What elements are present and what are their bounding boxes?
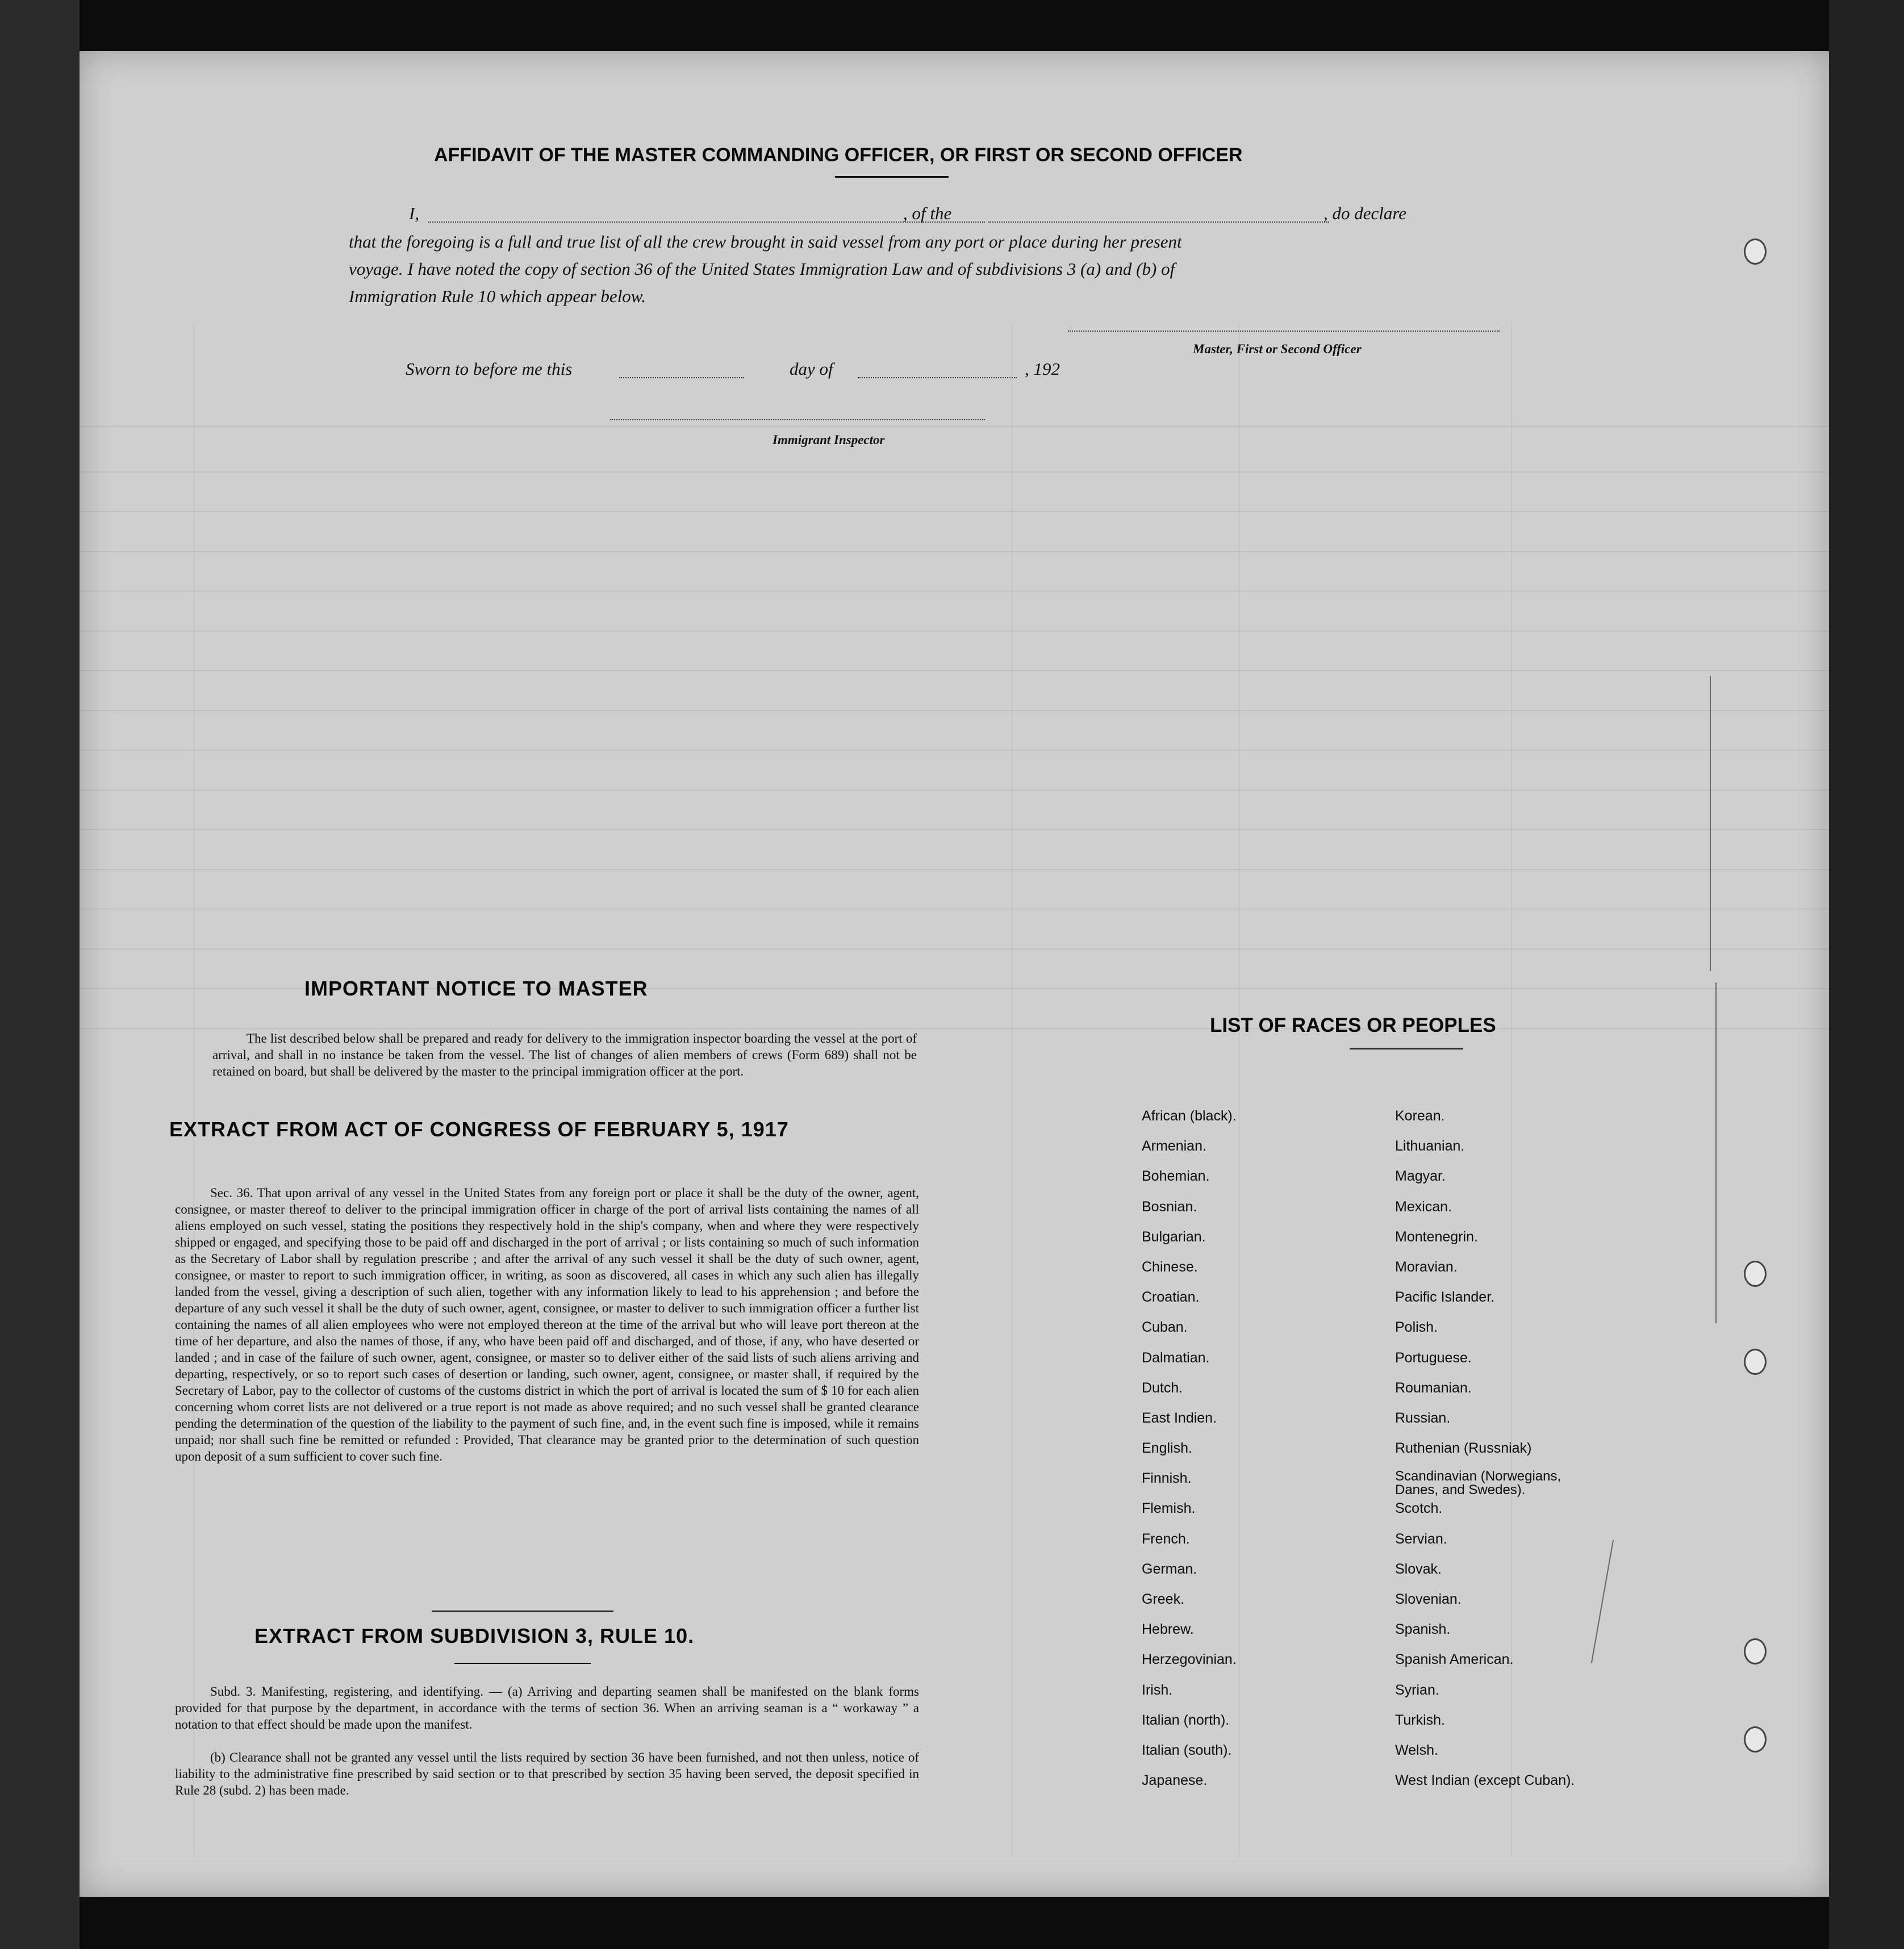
- signature-blank: [1068, 329, 1500, 332]
- extract-rule-text-b: (b) Clearance shall not be granted any vessel until the lists required by section 36 have been furnished, and not then unless, notice of liability to the administrative fine prescribed by said section or to that prescribed by section 35 having been served, the deposit specified in Rule 28 (subd. 2) has been made.: [175, 1750, 919, 1797]
- extract-rule-title: EXTRACT FROM SUBDIVISION 3, RULE 10.: [254, 1624, 695, 1647]
- name-blank: [428, 220, 985, 223]
- affidavit-of-the: , of the: [903, 203, 952, 223]
- race-item: Slovak.: [1395, 1561, 1442, 1577]
- race-item: Croatian.: [1142, 1289, 1200, 1306]
- punch-hole: [1744, 239, 1767, 265]
- sworn-year: , 192: [1025, 359, 1060, 379]
- inspector-blank: [610, 418, 985, 420]
- race-item: Japanese.: [1142, 1772, 1208, 1789]
- race-item: Magyar.: [1395, 1168, 1446, 1185]
- punch-hole: [1744, 1638, 1767, 1664]
- race-item: Bohemian.: [1142, 1168, 1210, 1185]
- race-item: African (black).: [1142, 1108, 1237, 1124]
- race-item: Scotch.: [1395, 1500, 1443, 1517]
- extract-act-text: Sec. 36. That upon arrival of any vessel in the United States from any foreign port or place it shall be the duty of the owner, agent, consignee, or master thereof to deliver to the principal immigration officer in charge of the port of arrival lists containing the names of all aliens employed on such vessel, stating the positions they respectively hold in the ship's company, when and where they were respectively shipped or engaged, and specifying those to be paid off and discharged in the port of arrival ; or lists containing so much of such information as the Secretary of Labor shall by regulation prescribe ; and after the arrival of any such vessel it shall be the duty of such owner, agent, consignee, or master to report to such immigration officer, in writing, as soon as discovered, all cases in which any such alien has illegally landed from the vessel, giving a description of such alien, together with any information likely to lead to his apprehension ; and before the departure of any such vessel it shall be the duty of such owner, agent, consignee, or master to deliver to such immigration officer a further list containing the names of all alien employees who were not employed thereon at the time of the arrival but who will leave port thereon at the time of her departure, and also the names of those, if any, who have been paid off and discharged, and of those, if any, who have deserted or landed ; and in case of the failure of such owner, agent, consignee, or master so to deliver either of the said lists of such aliens arriving and departing, respectively, or so to report such cases of desertion or landing, such owner, agent, consignee, or master shall, if required by the Secretary of Labor, pay to the collector of customs of the customs district in which the port of arrival is located the sum of $ 10 for each alien concerning whom corret lists are not delivered or a true report is not made as above required; and no such vessel shall be granted clearance pending the determination of the question of the liability to the payment of such fine, and, in the event such fine is imposed, while it remains unpaid; nor shall such fine be remitted or refunded : Provided, That clearance may be granted prior to the determination of such question upon deposit of a sum sufficient to cover such fine.: [175, 1186, 919, 1463]
- race-item: Korean.: [1395, 1108, 1445, 1124]
- signature-label: Master, First or Second Officer: [1193, 342, 1362, 356]
- sworn-day-blank: [619, 376, 744, 378]
- race-item: Flemish.: [1142, 1500, 1196, 1517]
- vessel-blank: [988, 220, 1329, 223]
- pencil-mark: [1710, 676, 1711, 971]
- punch-hole: [1744, 1261, 1767, 1287]
- notice-text: The list described below shall be prepared and ready for delivery to the immigration inspector boarding the vessel at the port of arrival, and shall in no instance be taken from the vessel. The list of changes of alien members of crews (Form 689) shall not be retained on board, but shall be delivered by the master to the principal immigration officer at the port.: [212, 1031, 917, 1078]
- title-underline: [835, 176, 949, 178]
- race-item: Ruthenian (Russniak): [1395, 1440, 1532, 1457]
- extract-act-title: EXTRACT FROM ACT OF CONGRESS OF FEBRUARY 5, 1917: [169, 1118, 789, 1141]
- race-item: French.: [1142, 1530, 1190, 1547]
- race-item: Syrian.: [1395, 1682, 1439, 1698]
- left-film-edge: [0, 0, 80, 1949]
- pencil-mark: [1715, 982, 1717, 1323]
- race-item: Spanish American.: [1395, 1651, 1514, 1668]
- race-item: Scandinavian (Norwegians, Danes, and Swedes).: [1395, 1469, 1561, 1498]
- punch-hole: [1744, 1726, 1767, 1753]
- affidavit-line3: voyage. I have noted the copy of section 36 of the United States Immigration Law and of subdivisions 3 (a) and (b) of: [349, 259, 1175, 279]
- inspector-label: Immigrant Inspector: [773, 433, 885, 447]
- affidavit-title: AFFIDAVIT OF THE MASTER COMMANDING OFFICER, OR FIRST OR SECOND OFFICER: [434, 144, 1243, 166]
- race-item: Irish.: [1142, 1682, 1173, 1698]
- race-item: Greek.: [1142, 1591, 1185, 1607]
- race-item: Lithuanian.: [1395, 1138, 1465, 1155]
- affidavit-declare: , do declare: [1323, 203, 1407, 223]
- race-item: Dutch.: [1142, 1379, 1183, 1396]
- rule-divider: [454, 1663, 591, 1664]
- race-item: Servian.: [1395, 1530, 1447, 1547]
- race-item: Dalmatian.: [1142, 1349, 1210, 1366]
- race-item: Montenegrin.: [1395, 1228, 1478, 1245]
- race-item: West Indian (except Cuban).: [1395, 1772, 1575, 1789]
- race-item: Finnish.: [1142, 1470, 1192, 1487]
- race-item: Hebrew.: [1142, 1621, 1194, 1638]
- affidavit-line4: Immigration Rule 10 which appear below.: [349, 286, 646, 306]
- race-item: Bosnian.: [1142, 1198, 1197, 1215]
- races-left-column: [1142, 1107, 1403, 1802]
- race-item: Armenian.: [1142, 1138, 1206, 1155]
- race-item: Italian (south).: [1142, 1742, 1232, 1758]
- punch-hole: [1744, 1349, 1767, 1375]
- race-item: Portuguese.: [1395, 1349, 1472, 1366]
- act-divider: [432, 1611, 613, 1612]
- sworn-prefix: Sworn to before me this: [406, 359, 573, 379]
- race-item: Moravian.: [1395, 1258, 1458, 1275]
- race-item: Herzegovinian.: [1142, 1651, 1237, 1668]
- race-item: English.: [1142, 1440, 1192, 1457]
- race-item: Chinese.: [1142, 1258, 1198, 1275]
- race-item: Cuban.: [1142, 1319, 1188, 1336]
- race-item: German.: [1142, 1561, 1197, 1577]
- race-item: East Indien.: [1142, 1410, 1217, 1426]
- race-item: Italian (north).: [1142, 1712, 1230, 1728]
- sworn-day: day of: [790, 359, 833, 379]
- document-page: [80, 51, 1829, 1897]
- extract-rule-text-a: Subd. 3. Manifesting, registering, and identifying. — (a) Arriving and departing seamen shall be manifested on the blank forms provided for that purpose by the department, in accordance with the terms of section 36. When an arriving seaman is a “ workaway ” a notation to that effect should be made upon the manifest.: [175, 1684, 919, 1731]
- races-underline: [1350, 1048, 1463, 1049]
- race-item: Bulgarian.: [1142, 1228, 1206, 1245]
- race-item: Polish.: [1395, 1319, 1438, 1336]
- race-item: Pacific Islander.: [1395, 1289, 1495, 1306]
- right-film-edge: [1829, 0, 1904, 1949]
- affidavit-line2: that the foregoing is a full and true list of all the crew brought in said vessel from any port or place during her present: [349, 232, 1182, 252]
- sworn-month-blank: [858, 376, 1017, 378]
- race-item: Slovenian.: [1395, 1591, 1462, 1607]
- race-item: Turkish.: [1395, 1712, 1445, 1728]
- races-title: LIST OF RACES OR PEOPLES: [1210, 1014, 1496, 1036]
- affidavit-i: I,: [409, 203, 420, 223]
- race-item: Russian.: [1395, 1410, 1451, 1426]
- notice-title: IMPORTANT NOTICE TO MASTER: [304, 977, 648, 1000]
- race-item: Mexican.: [1395, 1198, 1452, 1215]
- races-right-column: [1395, 1107, 1656, 1802]
- race-item: Roumanian.: [1395, 1379, 1472, 1396]
- race-item: Welsh.: [1395, 1742, 1438, 1758]
- race-item: Spanish.: [1395, 1621, 1451, 1638]
